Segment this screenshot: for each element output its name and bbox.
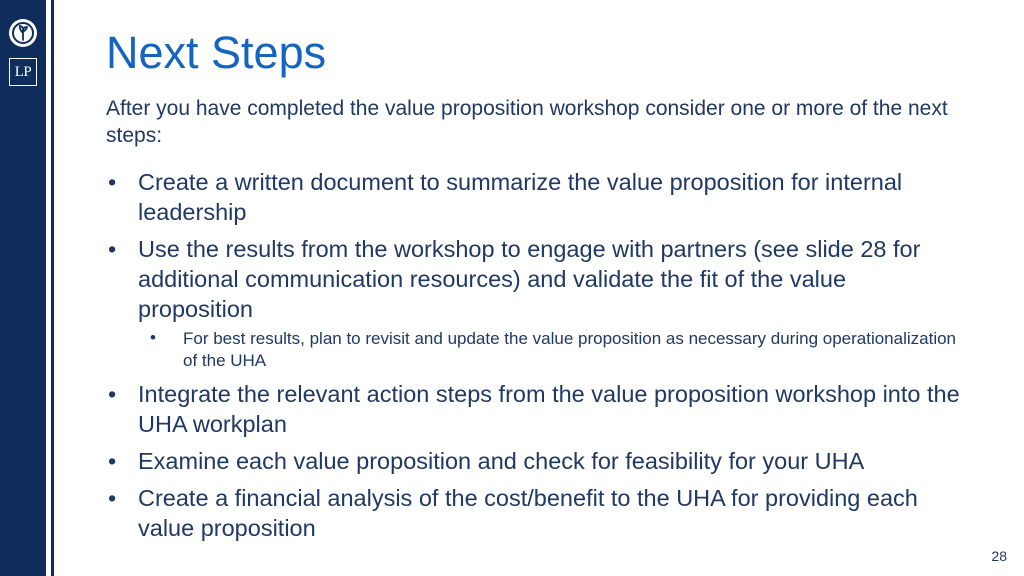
lp-logo-text: LP [14, 63, 32, 80]
bullet-item [106, 446, 966, 476]
bullet-text: Create a written document to summarize the value proposition for internal leadership [138, 169, 903, 225]
sub-bullet-item: • For best results, plan to revisit and update the value proposition as necessary during operationalization of the UHA [138, 328, 966, 372]
slide-title: Next Steps [106, 27, 327, 78]
bullet-text: Use the results from the workshop to engage with partners (see slide 28 for additional communication resources) and validate the fit of the value proposition [138, 236, 921, 322]
bullet-text: Examine each value proposition and check for feasibility for your UHA [138, 448, 865, 474]
lp-logo [9, 58, 37, 86]
sidebar-stripe [51, 0, 54, 576]
sidebar [0, 0, 46, 576]
bullet-list [106, 167, 966, 550]
bullet-item [106, 379, 966, 439]
sub-bullet-list [138, 328, 966, 372]
bullet-item [106, 167, 966, 227]
bullet-item [106, 234, 966, 372]
bullet-text: Integrate the relevant action steps from the value proposition workshop into the UHA workplan [138, 381, 960, 437]
bullet-item [106, 483, 966, 543]
bullet-text: Create a financial analysis of the cost/benefit to the UHA for providing each value proposition [138, 485, 918, 541]
tree-circle-icon [8, 18, 38, 48]
page-number: 28 [991, 548, 1007, 564]
slide-intro: After you have completed the value proposition workshop consider one or more of the next steps: [106, 97, 948, 147]
